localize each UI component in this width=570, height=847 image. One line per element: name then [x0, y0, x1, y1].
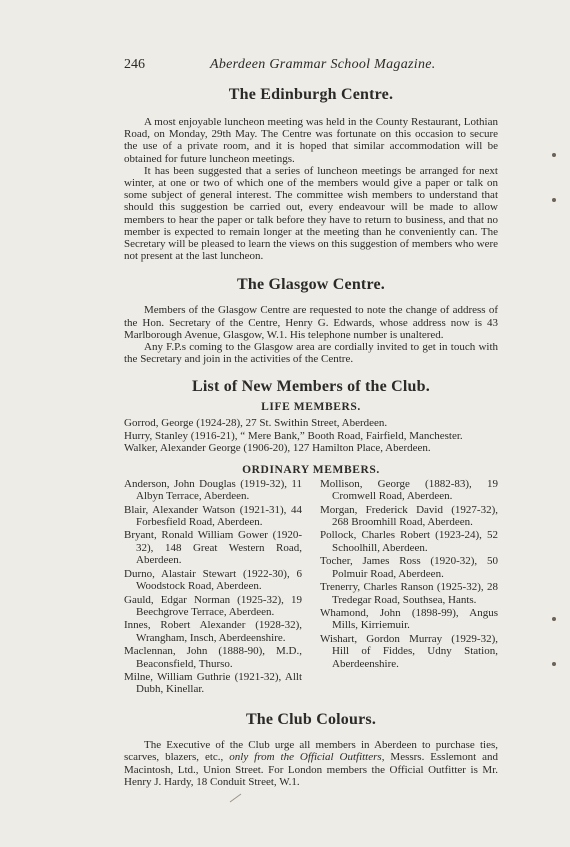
ordinary-members-right-column [320, 478, 498, 697]
member-entry: Tocher, James Ross (1920-32), 50 Polmuir Road, Aberdeen. [320, 555, 498, 580]
club-colours-paragraph [124, 739, 498, 788]
member-entry: Milne, William Guthrie (1921-32), Allt Dubh, Kinellar. [124, 671, 302, 696]
running-title: Aberdeen Grammar School Magazine. [210, 57, 436, 72]
member-entry: Pollock, Charles Robert (1923-24), 52 Schoolhill, Aberdeen. [320, 529, 498, 554]
member-entry: Maclennan, John (1888-90), M.D., Beaconsfield, Thurso. [124, 645, 302, 670]
life-members-heading: LIFE MEMBERS. [261, 401, 361, 414]
glasgow-paragraph-2: Any F.P.s coming to the Glasgow area are cordially invited to get in touch with the Secretary and join in the activities of the Centre. [124, 341, 498, 366]
member-entry: Innes, Robert Alexander (1928-32), Wrangham, Insch, Aberdeenshire. [124, 619, 302, 644]
edinburgh-paragraph-1: A most enjoyable luncheon meeting was held in the County Restaurant, Lothian Road, on Monday, 29th May. The Centre was fortunate on this occasion to secure the use of a private room, and it is hoped that similar accommodation will be obtained for future luncheon meetings. [124, 116, 498, 165]
edinburgh-title: The Edinburgh Centre. [228, 86, 394, 103]
margin-mark [552, 198, 556, 202]
colours-text-italic: only from the Official Outfitters [229, 751, 382, 764]
glasgow-title: The Glasgow Centre. [237, 276, 385, 294]
new-members-title: List of New Members of the Club. [192, 378, 430, 396]
life-member-entry: Hurry, Stanley (1916-21), “ Mere Bank,” Booth Road, Fairfield, Manchester. [124, 429, 463, 442]
ordinary-members-heading: ORDINARY MEMBERS. [242, 463, 380, 476]
club-colours-title: The Club Colours. [245, 711, 377, 729]
glasgow-paragraph-1: Members of the Glasgow Centre are requested to note the change of address of the Hon. Secretary of the Centre, Henry G. Edwards, whose address now is 43 Marlborough Avenue, Glasgow, W.1. His telephone number is unaltered. [124, 304, 498, 341]
member-entry: Bryant, Ronald William Gower (1920-32), 148 Great Western Road, Aberdeen. [124, 529, 302, 566]
margin-mark [552, 153, 556, 157]
page-content [124, 86, 498, 788]
pencil-mark [228, 792, 244, 804]
life-member-entry: Walker, Alexander George (1906-20), 127 Hamilton Place, Aberdeen. [124, 442, 431, 455]
member-entry: Morgan, Frederick David (1927-32), 268 Broomhill Road, Aberdeen. [320, 503, 498, 528]
colours-text-start: The Executive of the Club urge all members in Aberdeen to purchase ties, scarves, blazers, etc., [124, 739, 498, 764]
page-number: 246 [124, 57, 145, 72]
member-entry: Durno, Alastair Stewart (1922-30), 6 Woodstock Road, Aberdeen. [124, 567, 302, 592]
member-entry: Whamond, John (1898-99), Angus Mills, Kirriemuir. [320, 607, 498, 632]
ordinary-members-columns [124, 478, 498, 697]
margin-mark [552, 662, 556, 666]
life-member-entry: Gorrod, George (1924-28), 27 St. Swithin Street, Aberdeen. [124, 417, 388, 430]
member-entry: Blair, Alexander Watson (1921-31), 44 Forbesfield Road, Aberdeen. [124, 503, 302, 528]
edinburgh-paragraph-2: It has been suggested that a series of luncheon meetings be arranged for next winter, at one or two of which one of the members would give a paper or talk on some subject of general interest. The committee wish members to understand that should this suggestion be carried out, every endeavour will be made to allow members to hear the paper or talk before they have to return to business, and that no member is expected to remain longer at the meeting than he conveniently can. The Secretary will be pleased to learn the views on this suggestion of members who were not present at the last luncheon. [124, 164, 498, 263]
page-header [0, 57, 570, 77]
member-entry: Gauld, Edgar Norman (1925-32), 19 Beechgrove Terrace, Aberdeen. [124, 593, 302, 618]
colours-text-end: , Messrs. Esslemont and Macintosh, Ltd., Union Street. For London members the Official Outfitter is Mr. Henry J. Hardy, 18 Conduit Street, W.1. [124, 751, 498, 788]
member-entry: Trenerry, Charles Ranson (1925-32), 28 Tredegar Road, Southsea, Hants. [320, 581, 498, 606]
member-entry: Mollison, George (1882-83), 19 Cromwell Road, Aberdeen. [320, 477, 498, 502]
member-entry: Anderson, John Douglas (1919-32), 11 Albyn Terrace, Aberdeen. [124, 477, 302, 502]
member-entry: Wishart, Gordon Murray (1929-32), Hill of Fiddes, Udny Station, Aberdeenshire. [320, 633, 498, 670]
ordinary-members-left-column [124, 478, 302, 697]
margin-mark [552, 617, 556, 621]
